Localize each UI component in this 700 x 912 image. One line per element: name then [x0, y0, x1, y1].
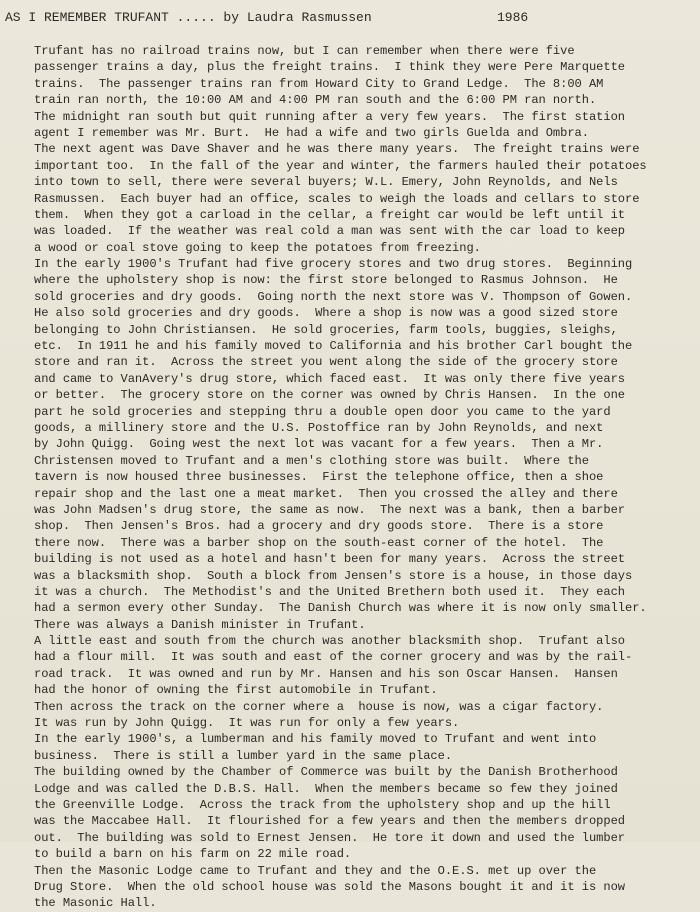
text-line: trains. The passenger trains ran from Howard City to Grand Ledge. The 8:00 AM: [34, 76, 604, 91]
text-line: goods, a millinery store and the U.S. Postoffice ran by John Reynolds, and next: [34, 420, 604, 435]
text-line: business. There is still a lumber yard in the same place.: [34, 748, 453, 763]
text-line: In the early 1900's, a lumberman and his family moved to Trufant and went into: [34, 732, 597, 747]
text-line: them. When they got a carload in the cellar, a freight car would be left until it: [34, 207, 626, 222]
text-line: building is not used as a hotel and hasn't been for many years. Across the street: [34, 552, 626, 567]
document-title: AS I REMEMBER TRUFANT ..... by Laudra Rasmussen: [5, 10, 372, 25]
text-line: to build a barn on his farm on 22 mile road.: [34, 847, 352, 862]
text-line: The next agent was Dave Shaver and he was there many years. The freight trains were: [34, 142, 640, 157]
text-line: by John Quigg. Going west the next lot was vacant for a few years. Then a Mr.: [34, 437, 604, 452]
text-line: Lodge and was called the D.B.S. Hall. When the members became so few they joined: [34, 781, 618, 796]
text-line: out. The building was sold to Ernest Jensen. He tore it down and used the lumber: [34, 830, 626, 845]
text-line: there now. There was a barber shop on the south-east corner of the hotel. The: [34, 535, 604, 550]
text-line: part he sold groceries and stepping thru a double open door you came to the yard: [34, 404, 611, 419]
text-line: where the upholstery shop is now: the first store belonged to Rasmus Johnson. He: [34, 273, 618, 288]
text-line: belonging to John Christiansen. He sold groceries, farm tools, buggies, sleighs,: [34, 322, 618, 337]
text-line: Drug Store. When the old school house was sold the Masons bought it and it is now: [34, 879, 626, 894]
text-line: The midnight ran south but quit running after a very few years. The first station: [34, 109, 626, 124]
text-line: had the honor of owning the first automobile in Trufant.: [34, 683, 438, 698]
text-line: or better. The grocery store on the corner was owned by Chris Hansen. In the one: [34, 388, 626, 403]
text-line: important too. In the fall of the year and winter, the farmers hauled their potatoes: [34, 158, 647, 173]
text-line: Christensen moved to Trufant and a men's clothing store was built. Where the: [34, 453, 589, 468]
text-line: He also sold groceries and dry goods. Where a shop is now was a good sized store: [34, 306, 618, 321]
text-line: had a flour mill. It was south and east of the corner grocery and was by the rail-: [34, 650, 633, 665]
text-line: Then across the track on the corner where a house is now, was a cigar factory.: [34, 699, 604, 714]
document-header: [5, 9, 695, 27]
text-line: the Masonic Hall.: [34, 896, 157, 911]
text-line: store and ran it. Across the street you went along the side of the grocery store: [34, 355, 618, 370]
text-line: A little east and south from the church was another blacksmith shop. Trufant also: [34, 634, 626, 649]
text-line: was loaded. If the weather was real cold a man was sent with the car load to keep: [34, 224, 626, 239]
text-line: Then the Masonic Lodge came to Trufant and they and the O.E.S. met up over the: [34, 863, 597, 878]
text-line: Rasmussen. Each buyer had an office, scales to weigh the loads and cellars to store: [34, 191, 640, 206]
text-line: sold groceries and dry goods. Going north the next store was V. Thompson of Gowen.: [34, 289, 633, 304]
text-line: Trufant has no railroad trains now, but I can remember when there were five: [34, 44, 575, 58]
text-line: tavern is now housed three businesses. First the telephone office, then a shoe: [34, 470, 604, 485]
text-line: the Greenville Lodge. Across the track from the upholstery shop and up the hill: [34, 797, 611, 812]
text-line: into town to sell, there were several buyers; W.L. Emery, John Reynolds, and Nels: [34, 175, 618, 190]
text-line: In the early 1900's Trufant had five grocery stores and two drug stores. Beginning: [34, 257, 633, 272]
text-line: a wood or coal stove going to keep the potatoes from freezing.: [34, 240, 481, 255]
text-line: shop. Then Jensen's Bros. had a grocery and dry goods store. There is a store: [34, 519, 604, 534]
text-line: and came to VanAvery's drug store, which faced east. It was only there five years: [34, 371, 626, 386]
text-line: passenger trains a day, plus the freight trains. I think they were Pere Marquette: [34, 60, 626, 75]
text-line: repair shop and the last one a meat market. Then you crossed the alley and there: [34, 486, 618, 501]
document-year: 1986: [497, 10, 529, 25]
document-body: [34, 43, 696, 912]
text-line: was the Maccabee Hall. It flourished for a few years and then the members dropped: [34, 814, 626, 829]
text-line: It was run by John Quigg. It was run for only a few years.: [34, 716, 460, 731]
text-line: The building owned by the Chamber of Commerce was built by the Danish Brotherhood: [34, 765, 618, 780]
text-line: was John Madsen's drug store, the same as now. The next was a bank, then a barber: [34, 502, 626, 517]
text-line: etc. In 1911 he and his family moved to California and his brother Carl bought the: [34, 339, 633, 354]
text-line: was a blacksmith shop. South a block from Jensen's store is a house, in those days: [34, 568, 633, 583]
text-line: road track. It was owned and run by Mr. Hansen and his son Oscar Hansen. Hansen: [34, 666, 618, 681]
text-line: agent I remember was Mr. Burt. He had a wife and two girls Guelda and Ombra.: [34, 125, 589, 140]
text-line: had a sermon every other Sunday. The Danish Church was where it is now only smaller.: [34, 601, 647, 616]
text-line: it was a church. The Methodist's and the United Brethern both used it. They each: [34, 584, 626, 599]
text-line: train ran north, the 10:00 AM and 4:00 PM ran south and the 6:00 PM ran north.: [34, 93, 597, 108]
text-line: There was always a Danish minister in Trufant.: [34, 617, 366, 632]
